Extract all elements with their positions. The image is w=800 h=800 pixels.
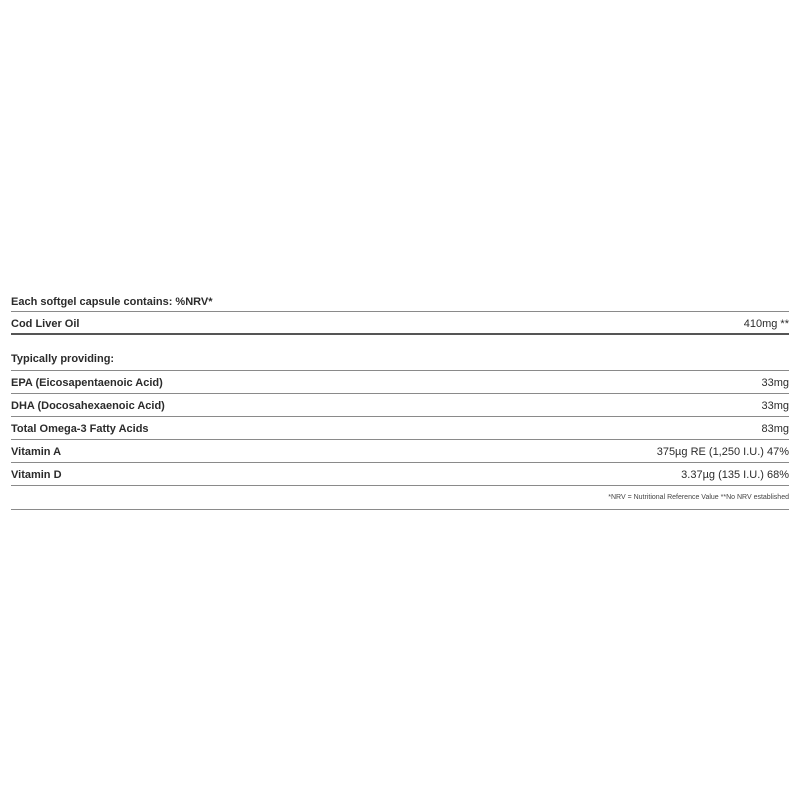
table-row: [11, 394, 789, 417]
main-ingredient-label: Cod Liver Oil: [11, 317, 80, 330]
row-label: EPA (Eicosapentaenoic Acid): [11, 377, 163, 389]
section-heading: Typically providing:: [11, 348, 789, 371]
nutrition-table: [11, 290, 789, 510]
row-value: 83mg: [761, 423, 789, 435]
table-header-row: [11, 290, 789, 312]
row-value: 3.37µg (135 I.U.) 68%: [681, 469, 789, 481]
table-row: [11, 440, 789, 463]
table-row: [11, 371, 789, 394]
main-ingredient-value: 410mg **: [743, 317, 789, 330]
table-row: [11, 417, 789, 440]
table-row: [11, 463, 789, 486]
footnote: *NRV = Nutritional Reference Value **No NRV established: [11, 486, 789, 510]
row-label: Vitamin A: [11, 446, 62, 458]
table-header-label: Each softgel capsule contains: %NRV*: [11, 296, 213, 308]
row-label: Vitamin D: [11, 469, 62, 481]
row-label: Total Omega-3 Fatty Acids: [11, 423, 149, 435]
row-label: DHA (Docosahexaenoic Acid): [11, 400, 165, 412]
row-value: 375µg RE (1,250 I.U.) 47%: [656, 446, 789, 458]
row-value: 33mg: [761, 400, 789, 412]
row-value: 33mg: [761, 377, 789, 389]
main-ingredient-row: [11, 312, 789, 335]
